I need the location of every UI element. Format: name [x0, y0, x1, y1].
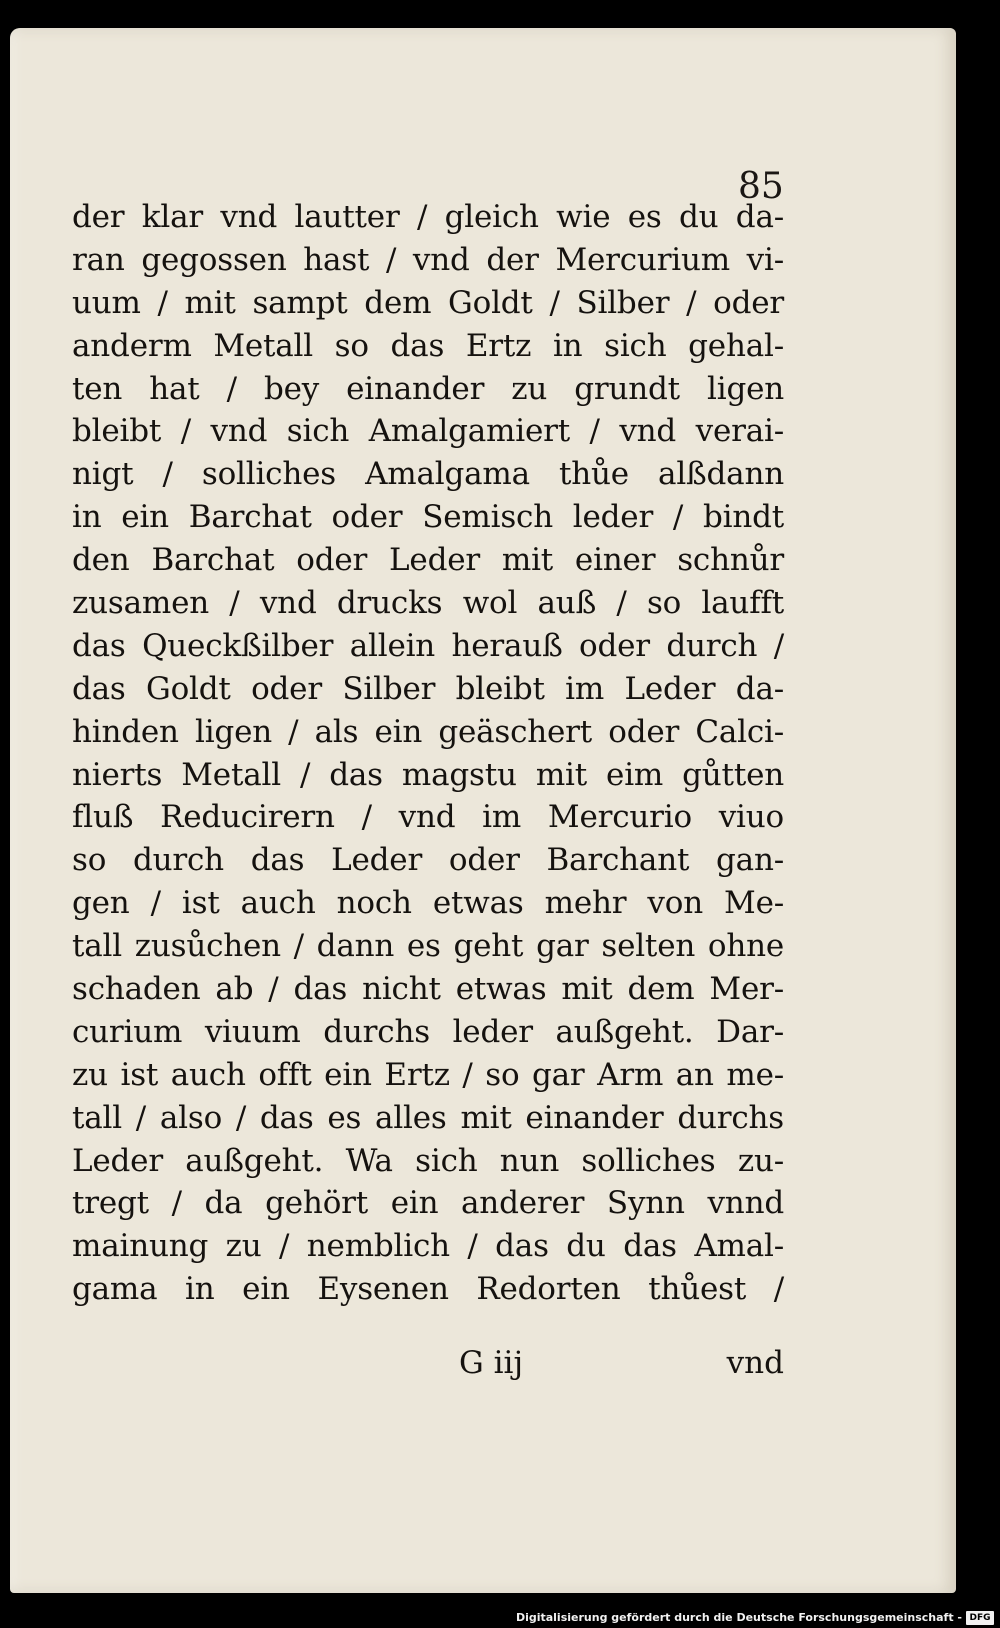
text-line: Leder außgeht. Wa sich nun solliches zu- [72, 1142, 784, 1179]
footer-credit: Digitalisierung gefördert durch die Deutsche Forschungsgemeinschaft - [515, 1611, 962, 1624]
text-line: bleibt / vnd sich Amalgamiert / vnd verai- [72, 413, 784, 450]
text-line: in ein Barchat oder Semisch leder / bindt [72, 499, 784, 536]
text-line: curium viuum durchs leder außgeht. Dar- [72, 1013, 784, 1050]
footer-bar [0, 1606, 1000, 1628]
text-line: gama in ein Eysenen Redorten thůest / [72, 1271, 784, 1308]
text-line: uum / mit sampt dem Goldt / Silber / oder [72, 284, 784, 321]
text-line: das Goldt oder Silber bleibt im Leder da- [72, 670, 784, 707]
text-line: nigt / solliches Amalgama thůe alßdann [72, 456, 784, 493]
text-line: tall / also / das es alles mit einander durchs [72, 1099, 784, 1136]
text-line: anderm Metall so das Ertz in sich gehal- [72, 327, 784, 364]
text-line: tregt / da gehört ein anderer Synn vnnd [72, 1185, 784, 1222]
text-line: gen / ist auch noch etwas mehr von Me- [72, 885, 784, 922]
text-line: zusamen / vnd drucks wol auß / so laufft [72, 585, 784, 622]
text-line: ten hat / bey einander zu grundt ligen [72, 370, 784, 407]
catchword: vnd [726, 1345, 784, 1381]
text-line: tall zusůchen / dann es geht gar selten ohne [72, 928, 784, 965]
text-line: den Barchat oder Leder mit einer schnůr [72, 542, 784, 579]
book-page [10, 28, 956, 1593]
text-line: nierts Metall / das magstu mit eim gůtten [72, 756, 784, 793]
body-text [72, 196, 784, 1311]
text-line: zu ist auch offt ein Ertz / so gar Arm an me- [72, 1056, 784, 1093]
text-line: mainung zu / nemblich / das du das Amal- [72, 1228, 784, 1265]
text-line: schaden ab / das nicht etwas mit dem Mer- [72, 971, 784, 1008]
dfg-logo-icon: DFG [966, 1611, 994, 1625]
text-line: fluß Reducirern / vnd im Mercurio viuo [72, 799, 784, 836]
text-line: der klar vnd lautter / gleich wie es du da- [72, 199, 784, 235]
signature-line [72, 1345, 784, 1391]
signature-mark: G iij [459, 1345, 524, 1381]
text-line: ran gegossen hast / vnd der Mercurium vi- [72, 241, 784, 278]
text-line: so durch das Leder oder Barchant gan- [72, 842, 784, 879]
text-line: das Queckßilber allein herauß oder durch / [72, 627, 784, 664]
text-line: hinden ligen / als ein geäschert oder Calci- [72, 713, 784, 750]
page-number: 85 [738, 166, 784, 207]
